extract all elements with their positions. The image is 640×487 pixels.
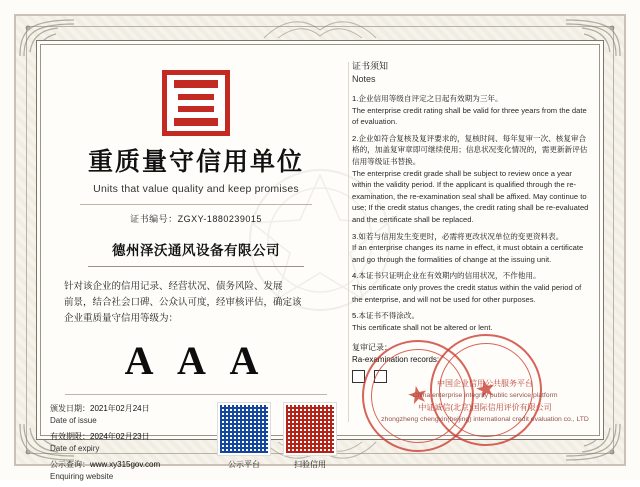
notes-heading (352, 60, 592, 86)
certificate-title-en: Units that value quality and keep promises (93, 183, 299, 195)
certificate-number-label: 证书编号： (130, 214, 178, 224)
note-text-en: This certificate shall not be altered or lent. (352, 322, 493, 332)
expiry-date-label-en: Date of expiry (50, 444, 100, 453)
company-underline (88, 266, 304, 267)
qr-code-group (218, 403, 336, 470)
note-text-en: If an enterprise changes its name in effect, it must obtain a certificate and go through the formalities of change at the issuing unit. (352, 243, 584, 264)
expiry-date-value: 2024年02月23日 (90, 432, 150, 441)
enquiry-website-row (50, 459, 160, 483)
star-icon: ★ (472, 374, 500, 405)
statement-line-3: 企业重质量守信用等级为： (64, 313, 179, 324)
certificate-title-cn: 重质量守信用单位 (87, 148, 304, 176)
column-divider (348, 62, 349, 422)
seal-org-cn-1: 中国企业信用公共服务平台 (437, 379, 533, 388)
notes-list (352, 93, 592, 333)
statement-line-1: 针对该企业的信用记录、经营状况、债务风险、发展 (64, 281, 283, 292)
statement-line-2: 前景，结合社会口碑、公众认可度，经审核评估，确定该 (64, 297, 302, 308)
reexamination-label-cn: 复审记录： (352, 343, 392, 353)
note-text-cn: 2.企业如符合复核及复评要求的，复核时间、每年复审一次、核复审合格的，加盖复审章即可继续使用；信息状况变化情况的，需更新新评估信用等级证书替换。 (352, 133, 588, 166)
note-item (352, 310, 592, 333)
note-text-en: The enterprise credit grade shall be subject to review once a year within the validity period. If the applicant is qualified through the re-examination, the re-examination seal shall be affixed. May continue to use; If the credit status changes, the credit rating shall be re-evaluated and the certificate shall be replaced. (352, 168, 589, 224)
enquiry-website-label-en: Enquiring website (50, 472, 114, 481)
seal-org-en-2: zhongzheng chengxin(beijing) international credit evaluation co., LTD (381, 416, 589, 423)
issue-date-value: 2021年02月24日 (90, 404, 150, 413)
certificate-meta (46, 403, 346, 487)
note-item (352, 93, 592, 128)
enquiry-website-label: 公示查询： (50, 460, 90, 469)
note-item (352, 231, 592, 266)
certificate-number-value: ZGXY-1880239015 (177, 214, 262, 224)
edge-ornament-icon (260, 16, 380, 42)
expiry-date-row (50, 431, 160, 455)
reexamination-label-en: Ra-examination records: (352, 355, 440, 365)
issue-date-label: 颁发日期： (50, 404, 90, 413)
star-icon: ★ (404, 380, 432, 411)
notes-heading-en: Notes (352, 74, 376, 84)
notes-heading-cn: 证书须知 (352, 61, 389, 71)
expiry-date-label: 有效期限： (50, 432, 90, 441)
certificate-main-column (46, 56, 346, 481)
seal-org-en-1: China enterprise integrity public service platform (412, 392, 558, 399)
enquiry-website-value[interactable]: www.xy315gov.com (90, 460, 161, 469)
note-item (352, 270, 592, 305)
note-text-en: This certificate only proves the credit status within the valid period of the enterprise, and will not be used for other purposes. (352, 282, 582, 304)
credit-report-qr-label: 扫验信用 (294, 460, 326, 469)
credit-grade: A A A (124, 338, 268, 383)
note-text-cn: 3.如若与信用发生变更时，必需将更改状况单位的变更资料表。 (352, 231, 564, 241)
certificate-number (46, 212, 346, 225)
note-text-cn: 5.本证书不得涂改。 (352, 311, 420, 321)
publicity-platform-qr-icon[interactable] (218, 403, 270, 455)
issuing-organization (360, 374, 610, 426)
title-divider (80, 204, 312, 205)
credit-report-qr-item[interactable] (284, 403, 336, 470)
note-text-cn: 4.本证书只证明企业在有效期内的信用状况，不作他用。 (352, 271, 541, 281)
publicity-platform-qr-item[interactable] (218, 403, 270, 470)
grade-divider (65, 394, 327, 395)
publicity-platform-qr-label: 公示平台 (228, 460, 260, 469)
issue-date-row (50, 403, 160, 427)
company-name: 德州泽沃通风设备有限公司 (112, 243, 280, 258)
issue-date-label-en: Date of issue (50, 416, 97, 425)
note-text-cn: 1.企业信用等级自评定之日起有效期为三年。 (352, 94, 503, 103)
enterprise-credit-logo-icon (162, 70, 230, 136)
certificate-statement (64, 279, 328, 327)
note-item (352, 133, 592, 226)
seal-org-cn-2: 中证诚信(北京)国际信用评价有限公司 (418, 403, 552, 412)
note-text-en: The enterprise credit rating shall be valid for three years from the date of evaluation. (352, 105, 587, 127)
credit-report-qr-icon[interactable] (284, 403, 336, 455)
certificate-dates (50, 403, 160, 487)
